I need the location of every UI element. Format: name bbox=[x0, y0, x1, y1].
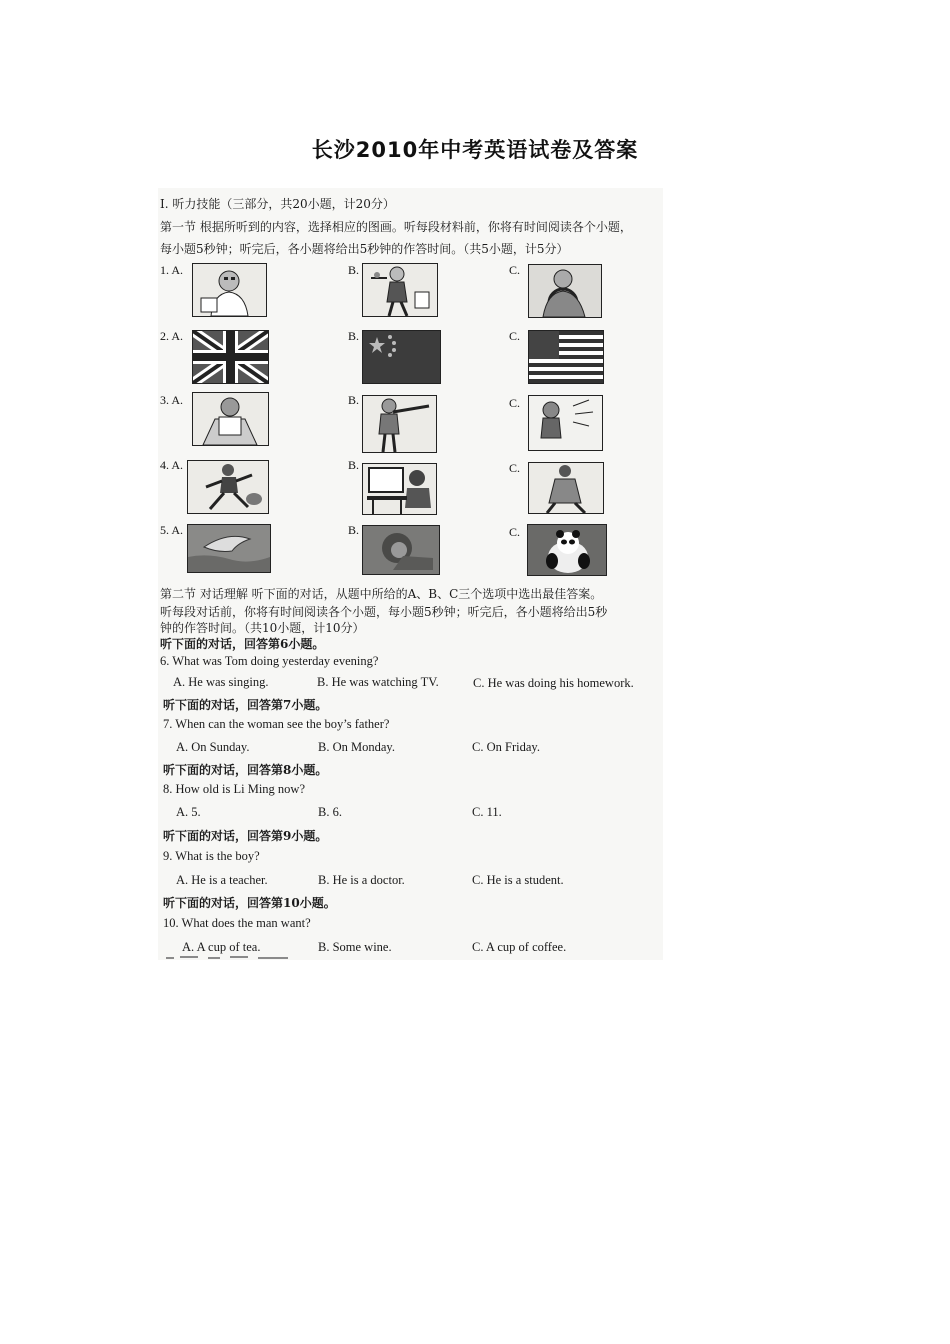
picture-3b-violin bbox=[362, 395, 437, 453]
q6-instruction: 听下面的对话，回答第6小题。 bbox=[160, 637, 325, 651]
q9-option-c: C. He is a student. bbox=[472, 873, 564, 887]
q8-option-c: C. 11. bbox=[472, 805, 502, 819]
row5-label-b: B. bbox=[348, 523, 360, 537]
picture-5b-lion bbox=[362, 525, 440, 575]
row4-label-a: 4. A. bbox=[160, 458, 184, 472]
row4-label-c: C. bbox=[509, 461, 521, 475]
q10-option-b: B. Some wine. bbox=[318, 940, 392, 954]
q8-question: 8. How old is Li Ming now? bbox=[163, 782, 306, 796]
picture-4c-jump bbox=[528, 462, 604, 514]
q9-option-a: A. He is a teacher. bbox=[176, 873, 268, 887]
q9-instruction: 听下面的对话，回答第9小题。 bbox=[163, 829, 328, 843]
row5-label-a: 5. A. bbox=[160, 523, 184, 537]
row3-label-c: C. bbox=[509, 396, 521, 410]
part1-heading: I. 听力技能（三部分，共20小题，计20分） bbox=[160, 197, 395, 211]
picture-2b-china-flag bbox=[362, 330, 441, 384]
q6-option-b: B. He was watching TV. bbox=[317, 675, 439, 689]
row3-label-a: 3. A. bbox=[160, 393, 184, 407]
picture-1c-driver bbox=[528, 264, 602, 318]
picture-2a-uk-flag bbox=[192, 330, 269, 384]
cropped-text-fragment bbox=[158, 955, 458, 960]
row2-label-b: B. bbox=[348, 329, 360, 343]
section2-instruction-line1: 第二节 对话理解 听下面的对话，从题中所给的A、B、C三个选项中选出最佳答案。 bbox=[160, 587, 603, 601]
picture-3a-reading bbox=[192, 392, 269, 446]
q10-instruction: 听下面的对话，回答第10小题。 bbox=[163, 896, 336, 910]
section2-instruction-line2: 听每段对话前，你将有时间阅读各个小题，每小题5秒钟；听完后，各小题将给出5秒 bbox=[160, 605, 608, 619]
row5-label-c: C. bbox=[509, 525, 521, 539]
picture-4b-computer bbox=[362, 463, 437, 515]
q7-option-c: C. On Friday. bbox=[472, 740, 540, 754]
picture-5a-dolphin bbox=[187, 524, 271, 573]
q6-option-c: C. He was doing his homework. bbox=[473, 676, 634, 690]
row3-label-b: B. bbox=[348, 393, 360, 407]
q10-option-c: C. A cup of coffee. bbox=[472, 940, 567, 954]
picture-3c-singing bbox=[528, 395, 603, 451]
q6-option-a: A. He was singing. bbox=[173, 675, 269, 689]
picture-1a-doctor bbox=[192, 263, 267, 317]
row1-label-c: C. bbox=[509, 263, 521, 277]
picture-1b-waiter bbox=[362, 263, 438, 317]
q7-question: 7. When can the woman see the boy’s father? bbox=[163, 717, 390, 731]
picture-4a-running bbox=[187, 460, 269, 514]
q8-instruction: 听下面的对话，回答第8小题。 bbox=[163, 763, 328, 777]
q7-option-a: A. On Sunday. bbox=[176, 740, 250, 754]
q9-question: 9. What is the boy? bbox=[163, 849, 260, 863]
picture-5c-panda bbox=[527, 524, 607, 576]
q8-option-b: B. 6. bbox=[318, 805, 342, 819]
q7-instruction: 听下面的对话，回答第7小题。 bbox=[163, 698, 328, 712]
row1-label-b: B. bbox=[348, 263, 360, 277]
row4-label-b: B. bbox=[348, 458, 360, 472]
section1-instruction-line1: 第一节 根据所听到的内容，选择相应的图画。听每段材料前，你将有时间阅读各个小题， bbox=[160, 220, 632, 234]
row1-label-a: 1. A. bbox=[160, 263, 184, 277]
picture-2c-usa-flag bbox=[528, 330, 604, 384]
section1-instruction-line2: 每小题5秒钟；听完后，各小题将给出5秒钟的作答时间。（共5小题，计5分） bbox=[160, 242, 569, 256]
section2-instruction-line3: 钟的作答时间。（共10小题，计10分） bbox=[160, 621, 365, 635]
q6-question: 6. What was Tom doing yesterday evening? bbox=[160, 654, 379, 668]
row2-label-a: 2. A. bbox=[160, 329, 184, 343]
row2-label-c: C. bbox=[509, 329, 521, 343]
q10-question: 10. What does the man want? bbox=[163, 916, 311, 930]
q8-option-a: A. 5. bbox=[176, 805, 201, 819]
q9-option-b: B. He is a doctor. bbox=[318, 873, 405, 887]
q10-option-a: A. A cup of tea. bbox=[182, 940, 261, 954]
q7-option-b: B. On Monday. bbox=[318, 740, 395, 754]
document-title: 长沙2010年中考英语试卷及答案 bbox=[311, 138, 639, 162]
